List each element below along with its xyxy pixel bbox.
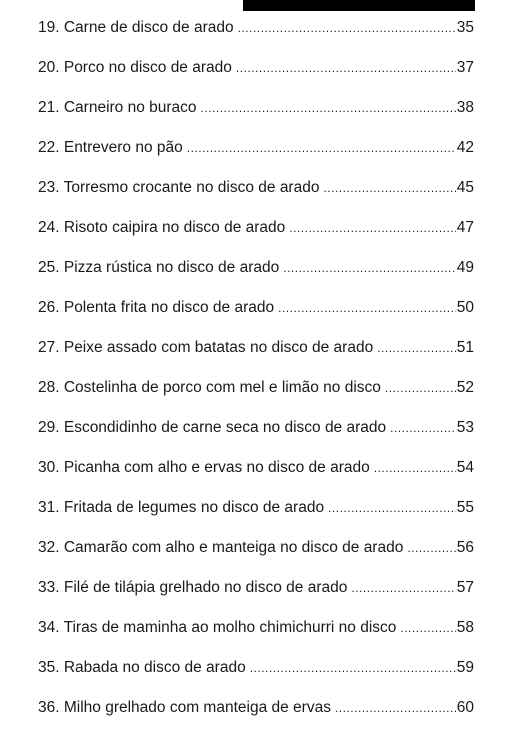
toc-entry-page: 35 [456, 19, 474, 36]
toc-entry-title: 22. Entrevero no pão [38, 139, 183, 156]
toc-entry-page: 54 [456, 459, 474, 476]
toc-entry-title: 26. Polenta frita no disco de arado [38, 299, 275, 316]
toc-entry[interactable] [38, 618, 474, 658]
dot-leader [236, 58, 456, 78]
toc-entry-title: 36. Milho grelhado com manteiga de ervas [38, 699, 331, 716]
dot-leader [201, 98, 456, 118]
dot-leader [390, 418, 456, 438]
dot-leader [407, 538, 455, 558]
toc-entry[interactable] [38, 58, 474, 98]
toc-entry-page: 49 [456, 259, 474, 276]
dot-leader [385, 378, 456, 398]
toc-entry-title: 28. Costelinha de porco com mel e limão no disco [38, 379, 381, 396]
toc-entry-title: 29. Escondidinho de carne seca no disco de arado [38, 419, 387, 436]
toc-entry-page: 53 [456, 419, 474, 436]
toc-entry-page: 58 [456, 619, 474, 636]
toc-entry-page: 55 [456, 499, 474, 516]
toc-entry[interactable] [38, 18, 474, 58]
toc-entry[interactable] [38, 658, 474, 698]
dot-leader [400, 618, 455, 638]
toc-entry[interactable] [38, 378, 474, 418]
toc-entry[interactable] [38, 458, 474, 498]
dot-leader [374, 458, 456, 478]
toc-entry-page: 37 [456, 59, 474, 76]
toc-entry-title: 31. Fritada de legumes no disco de arado [38, 499, 325, 516]
toc-entry-title: 25. Pizza rústica no disco de arado [38, 259, 280, 276]
toc-entry[interactable] [38, 258, 474, 298]
toc-entry-page: 52 [456, 379, 474, 396]
header-bar [243, 0, 475, 11]
toc-entry-title: 20. Porco no disco de arado [38, 59, 232, 76]
toc-entry-page: 42 [456, 139, 474, 156]
toc-entry[interactable] [38, 178, 474, 218]
toc-entry[interactable] [38, 578, 474, 618]
toc-entry-page: 56 [456, 539, 474, 556]
toc-entry[interactable] [38, 418, 474, 458]
toc-entry-title: 21. Carneiro no buraco [38, 99, 197, 116]
dot-leader [328, 498, 456, 518]
toc-entry-title: 34. Tiras de maminha ao molho chimichurri no disco [38, 619, 397, 636]
toc-entry[interactable] [38, 298, 474, 338]
toc-entry-page: 38 [456, 99, 474, 116]
dot-leader [250, 658, 456, 678]
dot-leader [283, 258, 456, 278]
toc-entry[interactable] [38, 218, 474, 258]
dot-leader [335, 698, 456, 718]
toc-entry[interactable] [38, 538, 474, 578]
toc-entry-title: 35. Rabada no disco de arado [38, 659, 246, 676]
toc-entry-title: 23. Torresmo crocante no disco de arado [38, 179, 320, 196]
toc-entry-page: 59 [456, 659, 474, 676]
table-of-contents [38, 18, 474, 738]
toc-entry-page: 51 [456, 339, 474, 356]
toc-entry[interactable] [38, 498, 474, 538]
toc-entry-title: 33. Filé de tilápia grelhado no disco de arado [38, 579, 348, 596]
toc-entry-title: 27. Peixe assado com batatas no disco de arado [38, 339, 374, 356]
toc-entry-page: 57 [456, 579, 474, 596]
toc-entry-title: 32. Camarão com alho e manteiga no disco de arado [38, 539, 404, 556]
toc-entry-page: 50 [456, 299, 474, 316]
dot-leader [278, 298, 456, 318]
dot-leader [323, 178, 455, 198]
dot-leader [289, 218, 455, 238]
dot-leader [351, 578, 455, 598]
toc-entry[interactable] [38, 138, 474, 178]
dot-leader [187, 138, 456, 158]
toc-entry-title: 24. Risoto caipira no disco de arado [38, 219, 286, 236]
toc-entry-page: 60 [456, 699, 474, 716]
toc-entry-page: 45 [456, 179, 474, 196]
toc-entry[interactable] [38, 698, 474, 738]
dot-leader [377, 338, 456, 358]
toc-entry-title: 19. Carne de disco de arado [38, 19, 234, 36]
toc-entry[interactable] [38, 98, 474, 138]
toc-entry[interactable] [38, 338, 474, 378]
dot-leader [238, 18, 456, 38]
toc-entry-page: 47 [456, 219, 474, 236]
toc-entry-title: 30. Picanha com alho e ervas no disco de arado [38, 459, 370, 476]
